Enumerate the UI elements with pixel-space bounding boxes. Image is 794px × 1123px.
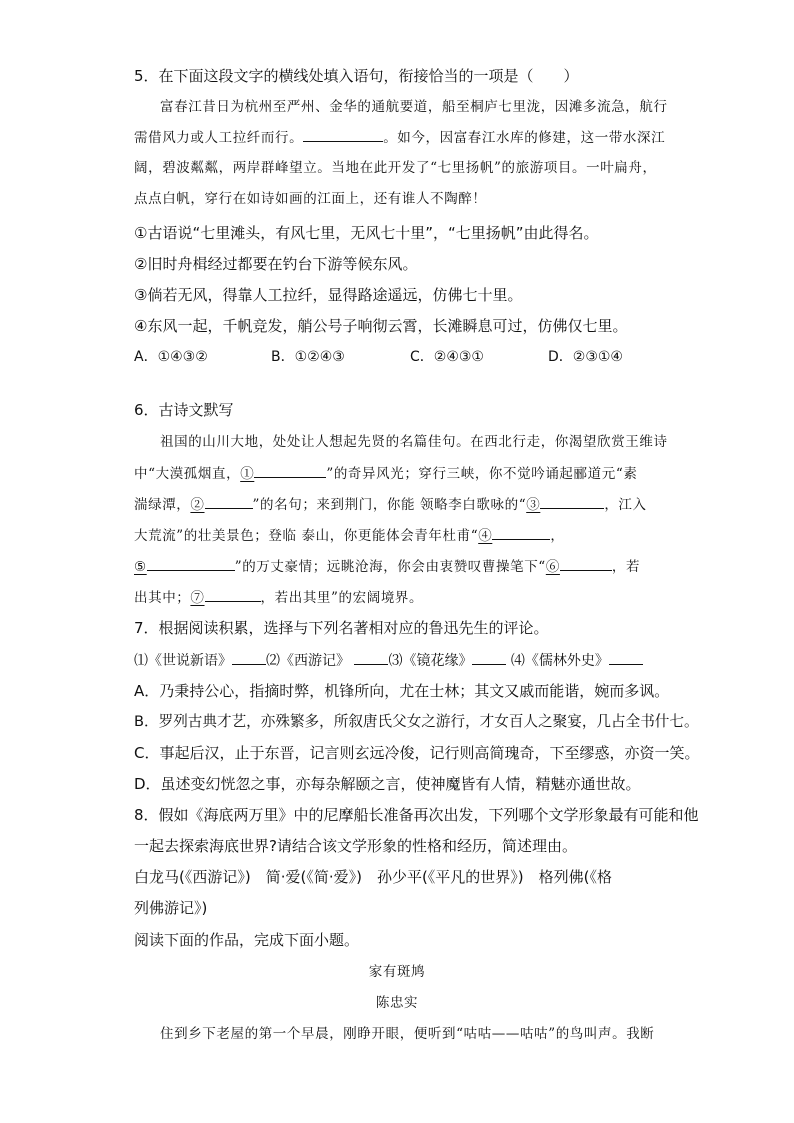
q7-item-3-blank[interactable] — [472, 650, 506, 665]
q5-passage-line-2 — [134, 127, 665, 148]
q6-blank-2-marker: ② — [190, 497, 205, 513]
q7-item-4-blank[interactable] — [609, 650, 643, 665]
q6-line-2 — [134, 463, 637, 484]
q5-statement-2: ②旧时舟楫经过都要在钓台下游等候东风。 — [134, 255, 418, 273]
q6-blank-6[interactable] — [560, 556, 612, 571]
q5-passage-line-1: 富春江昔日为杭州至严州、金华的通航要道，船至桐庐七里泷，因滩多流急，航行 — [160, 99, 668, 115]
q7-item-2: ⑵《西游记》 — [266, 653, 350, 669]
q5-option-c[interactable]: C．②④③① — [410, 349, 484, 365]
q6-blank-2[interactable] — [205, 494, 253, 509]
q7-item-3: ⑶《镜花缘》 — [388, 653, 473, 669]
q6-line-5 — [134, 556, 640, 577]
q5-passage-line-3: 阔，碧波粼粼，两岸群峰望立。当地在此开发了“七里扬帆”的旅游项目。一叶扁舟， — [134, 160, 657, 176]
q6-blank-1-marker: ① — [240, 466, 255, 482]
q6-line-3 — [134, 494, 647, 515]
q5-option-b[interactable]: B．①②④③ — [271, 349, 345, 365]
q6-text: ，若 — [611, 559, 641, 575]
q5-statement-1: ①古语说“七里滩头，有风七里，无风七十里”，“七里扬帆”由此得名。 — [134, 224, 599, 242]
q6-text: 湍绿潭， — [134, 497, 191, 513]
q6-blank-1[interactable] — [254, 463, 326, 478]
q6-blank-7-marker: ⑦ — [190, 590, 205, 606]
q5-option-d[interactable]: D．②③①④ — [548, 349, 623, 365]
q7-title: 7．根据阅读积累，选择与下列名著相对应的鲁迅先生的评论。 — [134, 619, 549, 637]
q5-option-a[interactable]: A．①④③② — [134, 349, 208, 365]
q6-blank-5-marker: ⑤ — [134, 559, 147, 575]
q7-option-d: D．虽述变幻恍忽之事，亦每杂解颐之言，使神魔皆有人情，精魅亦通世故。 — [134, 775, 641, 793]
q8-line-3: 白龙马(《西游记》) 简·爱(《简·爱》) 孙少平(《平凡的世界》) 格列佛(《格 — [134, 868, 613, 886]
q6-text: ， — [550, 528, 565, 544]
reading-intro: 阅读下面的作品，完成下面小题。 — [134, 931, 360, 949]
q6-blank-7[interactable] — [205, 587, 261, 602]
q6-blank-5[interactable] — [147, 556, 235, 571]
q7-option-a: A．乃秉持公心，指摘时弊，机锋所向，尤在士林；其文又戚而能谐，婉而多讽。 — [134, 682, 670, 700]
q5-title: 5．在下面这段文字的横线处填入语句，衔接恰当的一项是（ ） — [134, 67, 579, 85]
q6-text: ”的奇异风光；穿行三峡，你不觉吟诵起郦道元“素 — [326, 466, 638, 482]
reading-title: 家有斑鸠 — [368, 964, 426, 980]
q7-items — [134, 650, 643, 671]
q6-text: ”的万丈豪情；远眺沧海，你会由衷赞叹曹操笔下“ — [234, 559, 546, 575]
q6-text: ，若出其里”的宏阔境界。 — [260, 590, 424, 606]
q5-statement-3: ③倘若无风，得靠人工拉纤，显得路途遥远，仿佛七十里。 — [134, 286, 523, 304]
q6-line-6 — [134, 587, 423, 608]
q7-option-b: B．罗列古典才艺，亦殊繁多，所叙唐氏父女之游行，才女百人之聚宴，几占全书什七。 — [134, 713, 699, 730]
q6-blank-6-marker: ⑥ — [545, 559, 560, 575]
q5-passage-text: 需借风力或人工拉纤而行。 — [134, 130, 304, 146]
q6-blank-3-marker: ③ — [526, 497, 541, 513]
q6-text: 出其中； — [134, 590, 191, 606]
q5-answer-blank[interactable] — [303, 127, 383, 142]
q8-line-1: 8．假如《海底两万里》中的尼摩船长准备再次出发，下列哪个文学形象最有可能和他 — [134, 806, 699, 824]
q6-line-1: 祖国的山川大地，处处让人想起先贤的名篇佳句。在西北行走，你渴望欣赏王维诗 — [160, 434, 668, 450]
q7-item-4: ⑷《儒林外史》 — [510, 653, 609, 669]
q6-text: ，江入 — [604, 497, 647, 513]
reading-author: 陈忠实 — [375, 995, 419, 1011]
q8-line-4: 列佛游记》) — [134, 899, 208, 917]
q5-passage-text: 。如今，因富春江水库的修建，这一带水深江 — [383, 130, 666, 146]
q7-option-c: C．事起后汉，止于东晋，记言则玄远冷俊，记行则高简瑰奇，下至缪惑，亦资一笑。 — [134, 744, 700, 762]
q6-blank-3[interactable] — [540, 494, 604, 509]
q6-line-4 — [134, 525, 564, 546]
q6-blank-4[interactable] — [492, 525, 550, 540]
q5-passage-line-4: 点点白帆，穿行在如诗如画的江面上，还有谁人不陶醉！ — [134, 191, 487, 207]
q6-text: ”的名句；来到荆门，你能 领略李白歌咏的“ — [252, 497, 527, 513]
q5-statement-4: ④东风一起，千帆竞发，艄公号子响彻云霄，长滩瞬息可过，仿佛仅七里。 — [134, 317, 628, 335]
q7-item-2-blank[interactable] — [354, 650, 388, 665]
reading-first-line: 住到乡下老屋的第一个早晨，刚睁开眼，便听到“咕咕——咕咕”的鸟叫声。我断 — [160, 1026, 655, 1042]
q6-blank-4-marker: ④ — [478, 528, 493, 544]
q6-text: 大荒流”的壮美景色；登临 泰山，你更能体会青年杜甫“ — [134, 528, 479, 544]
q8-line-2: 一起去探索海底世界?请结合该文学形象的性格和经历，简述理由。 — [134, 837, 577, 855]
q7-item-1-blank[interactable] — [232, 650, 266, 665]
q5-options — [134, 347, 623, 367]
q6-text: 中“大漠孤烟直， — [134, 466, 241, 482]
q7-item-1: ⑴《世说新语》 — [134, 653, 232, 669]
q6-title: 6．古诗文默写 — [134, 401, 234, 419]
